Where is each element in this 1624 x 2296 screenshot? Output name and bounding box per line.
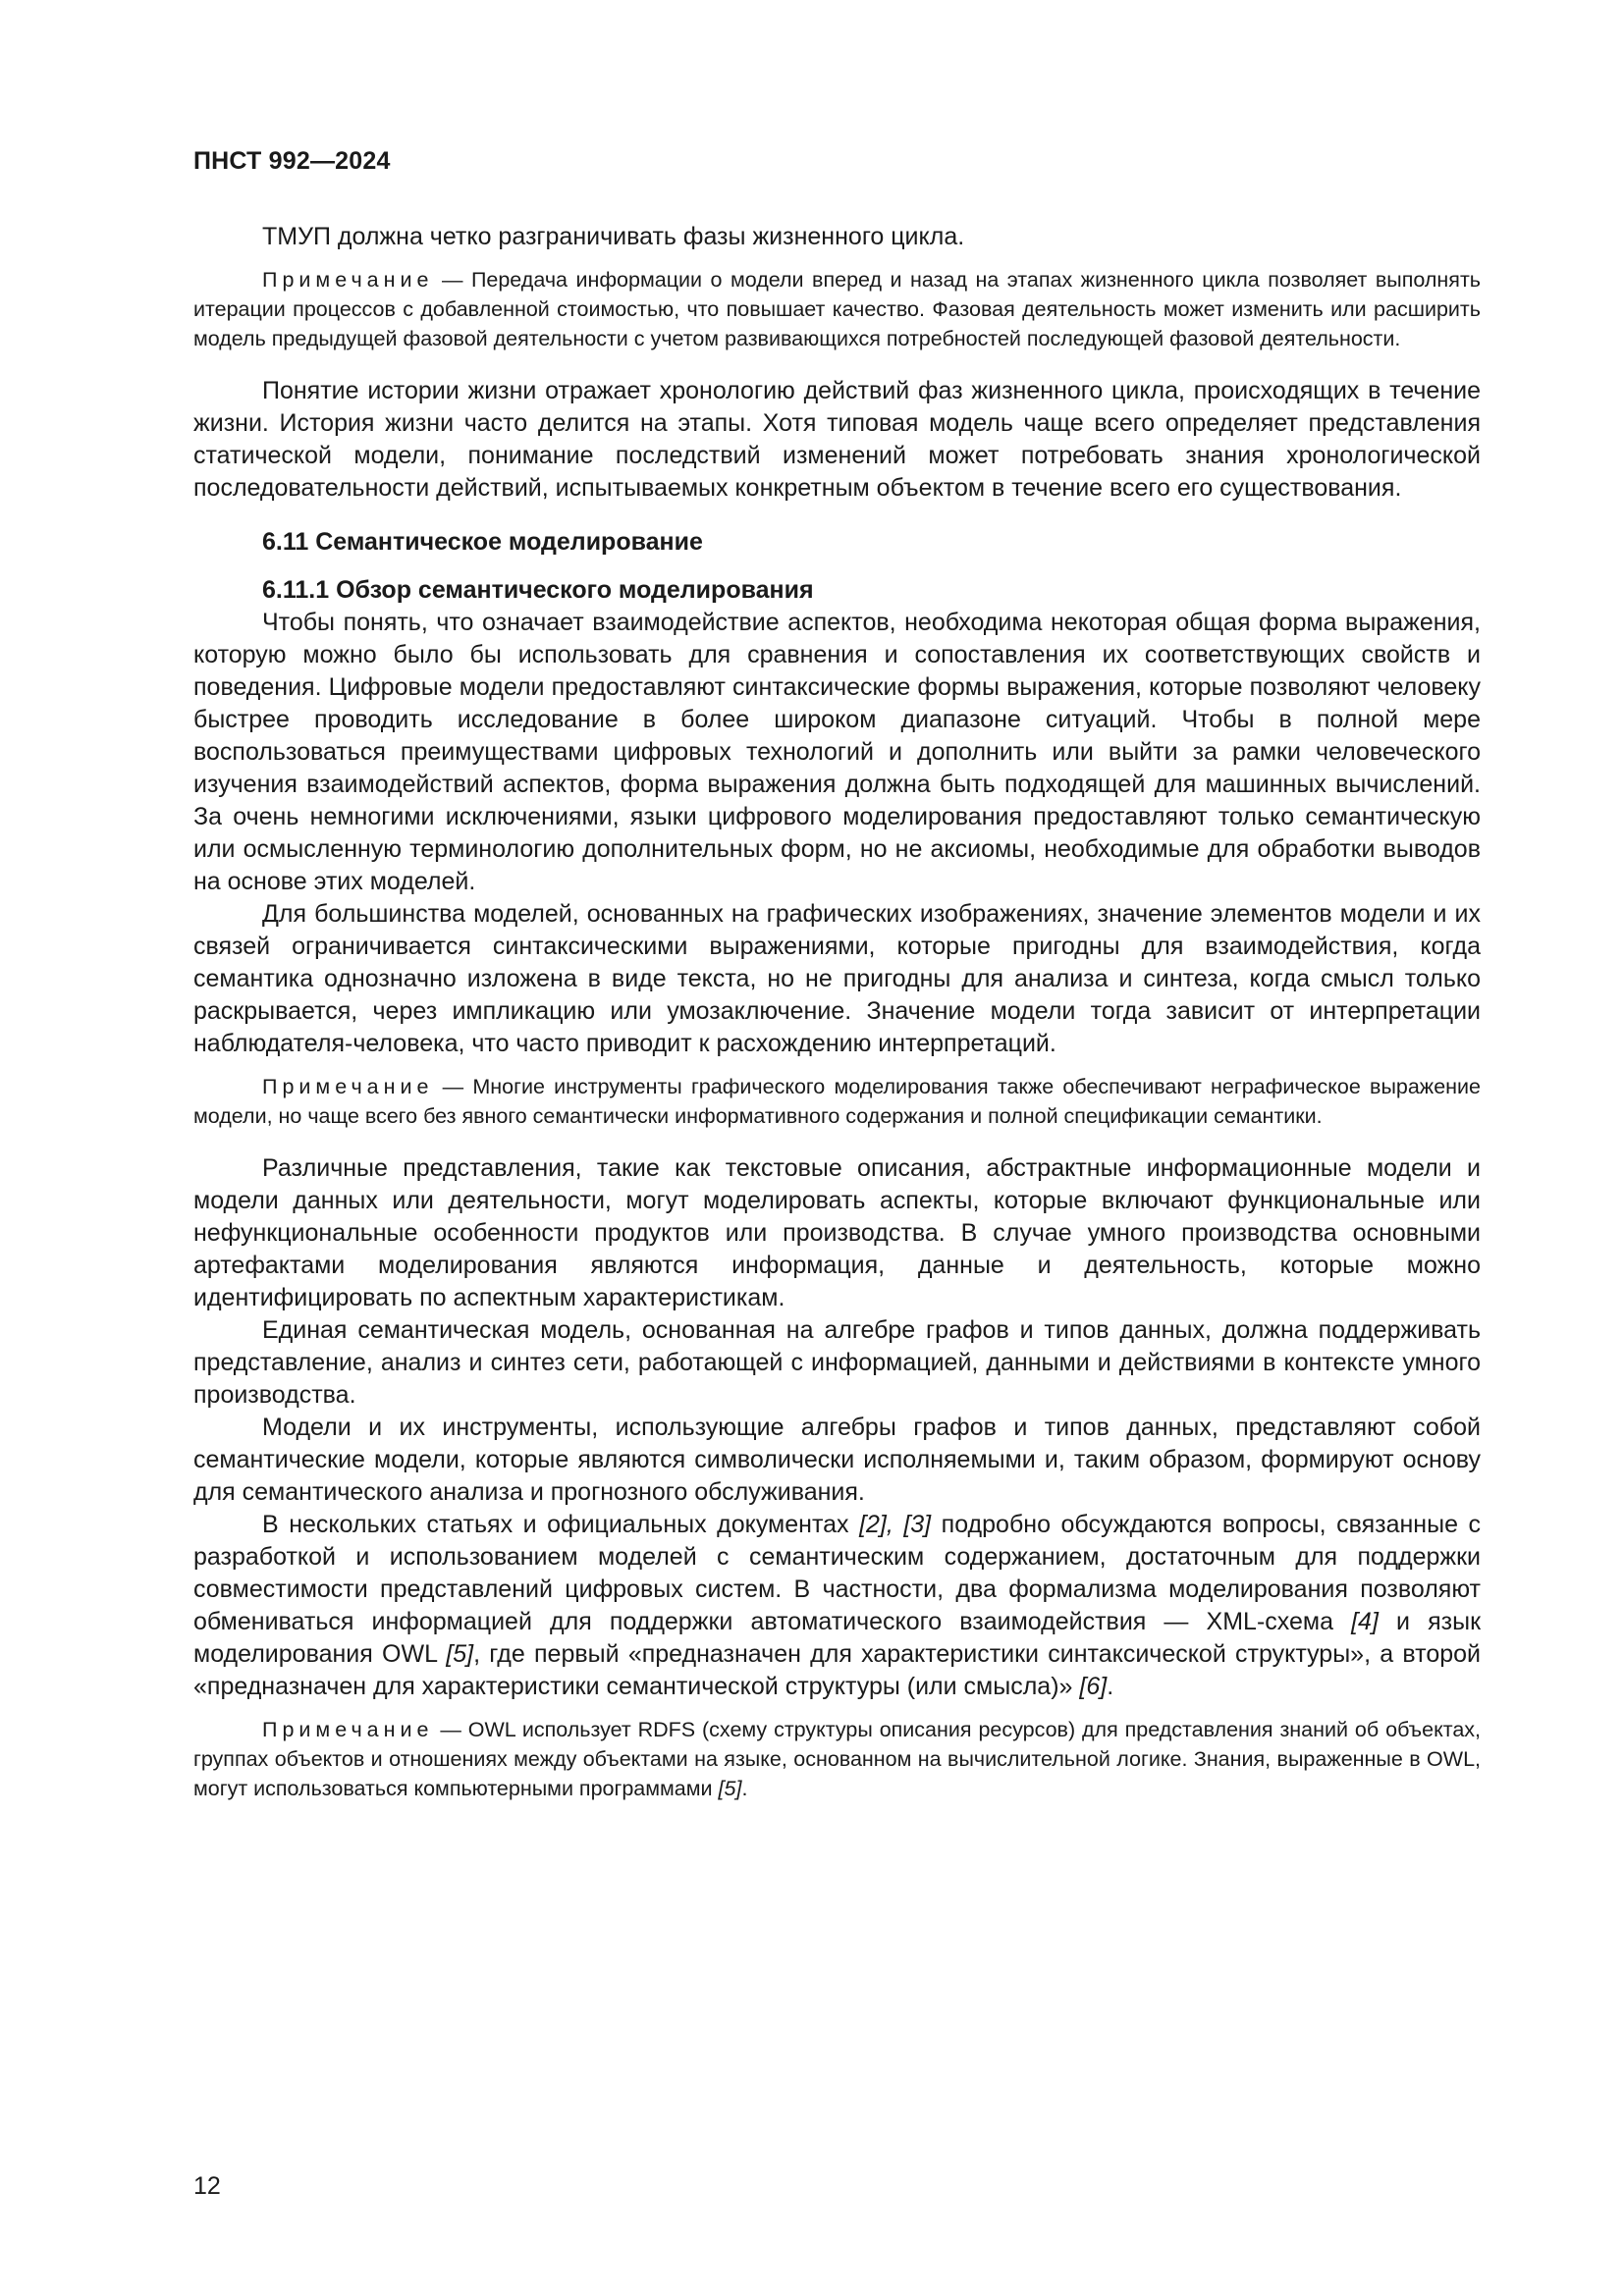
paragraph-unified-semantic-model: Единая семантическая модель, основанная на алгебре графов и типов данных, должна поддерживать представление, анализ и синтез сети, работающей с информацией, данными и действиями в контексте умного производства. bbox=[193, 1316, 1481, 1409]
section-heading-6-11: 6.11 Семантическое моделирование bbox=[262, 528, 703, 556]
text-run: В нескольких статьях и официальных документах bbox=[262, 1511, 860, 1538]
note-label: Примечание bbox=[262, 268, 434, 292]
text-run: . bbox=[1107, 1673, 1114, 1700]
paragraph-representations: Различные представления, такие как текстовые описания, абстрактные информационные модели и модели данных или деятельности, могут моделировать аспекты, которые включают функциональные или нефункциональные особенности продуктов или производства. В случае умного производства основными артефактами моделирования являются информация, данные и деятельность, которые можно идентифицировать по аспектным характеристикам. bbox=[193, 1154, 1481, 1311]
note-end: . bbox=[741, 1777, 748, 1800]
section-heading-6-11-1: 6.11.1 Обзор семантического моделирования bbox=[262, 576, 814, 604]
paragraph-model-tools: Модели и их инструменты, использующие алгебры графов и типов данных, представляют собой семантические модели, которые являются символически исполняемыми и, таким образом, формируют основу для семантического анализа и прогнозного обслуживания. bbox=[193, 1414, 1481, 1506]
note-label: Примечание bbox=[262, 1718, 434, 1741]
page-number: 12 bbox=[193, 2172, 221, 2200]
document-header: ПНСТ 992—2024 bbox=[193, 147, 391, 175]
note-graphical-tools bbox=[193, 1072, 1481, 1131]
note-text: Передача информации о модели вперед и назад на этапах жизненного цикла позволяет выполнять итерации процессов с добавленной стоимостью, что повышает качество. Фазовая деятельность может изменить или расширить модель предыдущей фазовой деятельности с учетом развивающихся потребностей последующей фазовой деятельности. bbox=[193, 268, 1481, 350]
note-dash: — bbox=[433, 1075, 473, 1098]
document-body bbox=[193, 221, 1481, 1803]
note-dash: — bbox=[433, 268, 471, 292]
citation-ref: [5] bbox=[718, 1777, 742, 1800]
citation-ref: [2], [3] bbox=[859, 1511, 932, 1538]
note-lifecycle bbox=[193, 265, 1481, 353]
paragraph-formalisms bbox=[193, 1509, 1481, 1703]
citation-ref: [5] bbox=[446, 1640, 474, 1668]
text-run: и язык моделирования OWL bbox=[193, 1608, 1482, 1668]
citation-ref: [6] bbox=[1079, 1673, 1108, 1700]
paragraph-aspect-interaction: Чтобы понять, что означает взаимодействие аспектов, необходима некоторая общая форма выражения, которую можно было бы использовать для сравнения и сопоставления их соответствующих свойств и поведения. Цифровые модели предоставляют синтаксические формы выражения, которые позволяют человеку быстрее проводить исследование в более широком диапазоне ситуаций. Чтобы в полной мере воспользоваться преимуществами цифровых технологий и дополнить или выйти за рамки человеческого изучения взаимодействий аспектов, форма выражения должна быть подходящей для машинных вычислений. За очень немногими исключениями, языки цифрового моделирования предоставляют только семантическую или осмысленную терминологию дополнительных форм, но не аксиомы, необходимые для обработки выводов на основе этих моделей. bbox=[193, 609, 1481, 895]
note-text: Многие инструменты графического моделирования также обеспечивают неграфическое выражение модели, но чаще всего без явного семантически информативного содержания и полной спецификации семантики. bbox=[193, 1075, 1481, 1128]
note-owl bbox=[193, 1715, 1481, 1803]
paragraph-life-history: Понятие истории жизни отражает хронологию действий фаз жизненного цикла, происходящих в течение жизни. История жизни часто делится на этапы. Хотя типовая модель чаще всего определяет представления статической модели, понимание последствий изменений может потребовать знания хронологической последовательности действий, испытываемых конкретным объектом в течение всего его существования. bbox=[193, 377, 1481, 502]
paragraph-lifecycle-phases: ТМУП должна четко разграничивать фазы жизненного цикла. bbox=[262, 223, 965, 250]
note-label: Примечание bbox=[262, 1075, 434, 1098]
text-run: подробно обсуждаются вопросы, связанные с разработкой и использованием моделей с семантическим содержанием, достаточным для поддержки совместимости представлений цифровых систем. В частности, два формализма моделирования позволяют обмениваться информацией для поддержки автоматического взаимодействия — XML-схема bbox=[193, 1511, 1482, 1635]
citation-ref: [4] bbox=[1351, 1608, 1379, 1635]
paragraph-graphical-models: Для большинства моделей, основанных на графических изображениях, значение элементов модели и их связей ограничивается синтаксическими выражениями, которые пригодны для взаимодействия, когда семантика однозначно изложена в виде текста, но не пригодны для анализа и синтеза, когда смысл только раскрывается, через импликацию или умозаключение. Значение модели тогда зависит от интерпретации наблюдателя-человека, что часто приводит к расхождению интерпретаций. bbox=[193, 900, 1481, 1057]
note-text: OWL использует RDFS (схему структуры описания ресурсов) для представления знаний об объектах, группах объектов и отношениях между объектами на языке, основанном на вычислительной логике. Знания, выраженные в OWL, могут использоваться компьютерными программами bbox=[193, 1718, 1481, 1800]
text-run: , где первый «предназначен для характеристики синтаксической структуры», а второй «предназначен для характеристики семантической структуры (или смысла)» bbox=[193, 1640, 1481, 1700]
note-dash: — bbox=[433, 1718, 468, 1741]
